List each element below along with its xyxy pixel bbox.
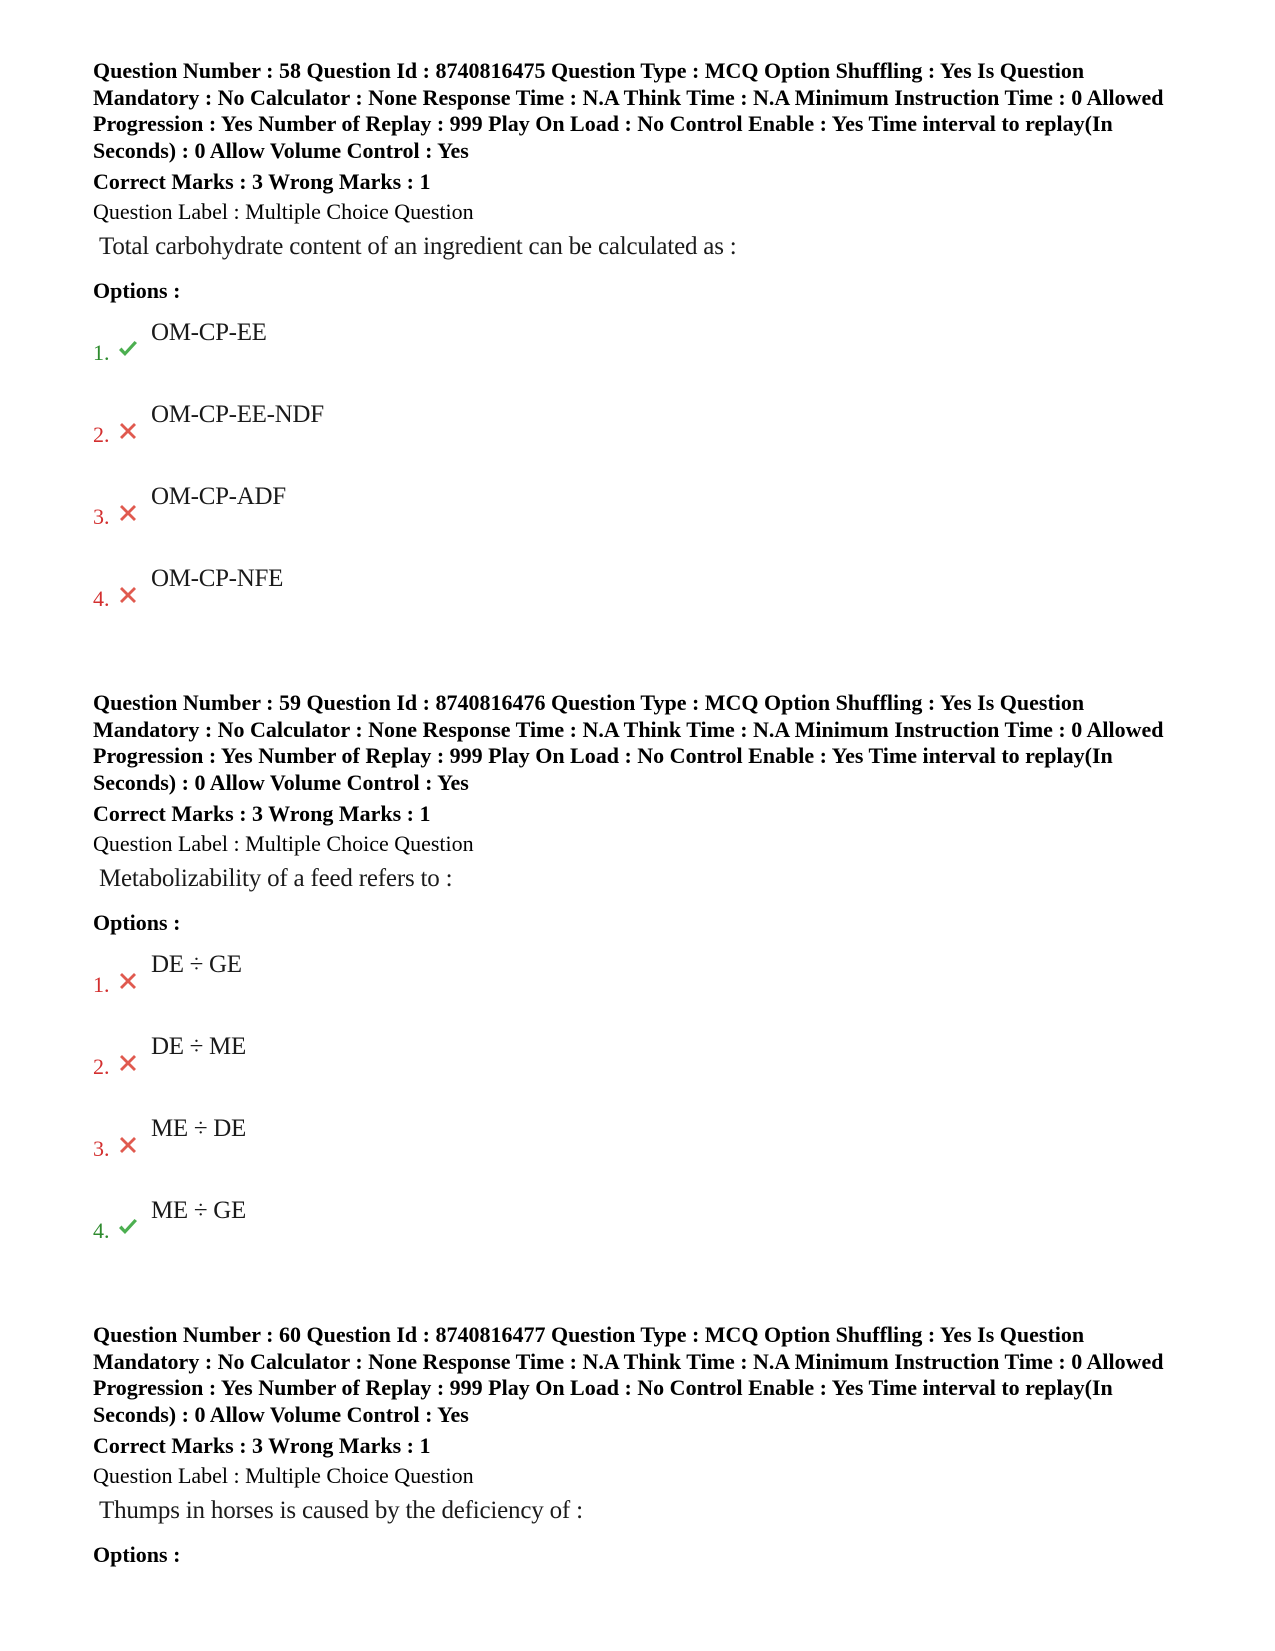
cross-icon: [117, 1134, 139, 1156]
question-label: Question Label : Multiple Choice Question: [93, 831, 474, 856]
question-text: Metabolizability of a feed refers to :: [99, 865, 453, 892]
question-marks: Correct Marks : 3 Wrong Marks : 1: [93, 169, 431, 194]
options-heading: Options :: [93, 1542, 181, 1567]
cross-icon: [117, 1052, 139, 1074]
question-label: Question Label : Multiple Choice Question: [93, 1463, 474, 1488]
option-number: 3.: [93, 1136, 110, 1161]
question-block: [93, 690, 1193, 1278]
question-meta: Question Number : 60 Question Id : 8740816477 Question Type : MCQ Option Shuffling : Yes Is Question Mandatory : No Calculator : None Response Time : N.A Think Time : N.A Minimum Instruction Time : 0 Allowed Progression : Yes Number of Replay : 999 Play On Load : No Control Enable : Yes Time interval to replay(In Seconds) : 0 Allow Volume Control : Yes: [93, 1322, 1164, 1427]
option-item: [93, 950, 1193, 1032]
option-item: [93, 1032, 1193, 1114]
option-number: 3.: [93, 504, 110, 529]
option-list: [93, 950, 1193, 1278]
options-heading: Options :: [93, 910, 181, 935]
option-item: [93, 1114, 1193, 1196]
cross-icon: [117, 502, 139, 524]
option-number: 2.: [93, 422, 110, 447]
option-text: OM-CP-EE: [151, 319, 267, 346]
question-meta: Question Number : 59 Question Id : 8740816476 Question Type : MCQ Option Shuffling : Yes Is Question Mandatory : No Calculator : None Response Time : N.A Think Time : N.A Minimum Instruction Time : 0 Allowed Progression : Yes Number of Replay : 999 Play On Load : No Control Enable : Yes Time interval to replay(In Seconds) : 0 Allow Volume Control : Yes: [93, 690, 1164, 795]
option-text: ME ÷ DE: [151, 1115, 246, 1142]
question-text: Thumps in horses is caused by the deficiency of :: [99, 1497, 583, 1524]
option-item: [93, 318, 1193, 400]
question-block: [93, 58, 1193, 646]
cross-icon: [117, 970, 139, 992]
question-block: [93, 1322, 1193, 1568]
option-item: [93, 400, 1193, 482]
option-list: [93, 318, 1193, 646]
option-number: 1.: [93, 340, 110, 365]
check-icon: [117, 338, 139, 360]
option-text: DE ÷ ME: [151, 1033, 246, 1060]
cross-icon: [117, 584, 139, 606]
option-item: [93, 1196, 1193, 1278]
cross-icon: [117, 420, 139, 442]
option-text: DE ÷ GE: [151, 951, 242, 978]
option-text: OM-CP-NFE: [151, 565, 284, 592]
options-heading: Options :: [93, 278, 181, 303]
question-label: Question Label : Multiple Choice Question: [93, 199, 474, 224]
option-number: 1.: [93, 972, 110, 997]
check-icon: [117, 1216, 139, 1238]
option-number: 4.: [93, 586, 110, 611]
option-number: 2.: [93, 1054, 110, 1079]
option-item: [93, 564, 1193, 646]
option-item: [93, 482, 1193, 564]
option-text: ME ÷ GE: [151, 1197, 246, 1224]
question-marks: Correct Marks : 3 Wrong Marks : 1: [93, 1433, 431, 1458]
option-text: OM-CP-EE-NDF: [151, 401, 324, 428]
question-meta: Question Number : 58 Question Id : 8740816475 Question Type : MCQ Option Shuffling : Yes Is Question Mandatory : No Calculator : None Response Time : N.A Think Time : N.A Minimum Instruction Time : 0 Allowed Progression : Yes Number of Replay : 999 Play On Load : No Control Enable : Yes Time interval to replay(In Seconds) : 0 Allow Volume Control : Yes: [93, 58, 1164, 163]
option-number: 4.: [93, 1218, 110, 1243]
option-text: OM-CP-ADF: [151, 483, 286, 510]
document-page: [93, 58, 1193, 1567]
question-marks: Correct Marks : 3 Wrong Marks : 1: [93, 801, 431, 826]
question-text: Total carbohydrate content of an ingredient can be calculated as :: [99, 233, 737, 260]
